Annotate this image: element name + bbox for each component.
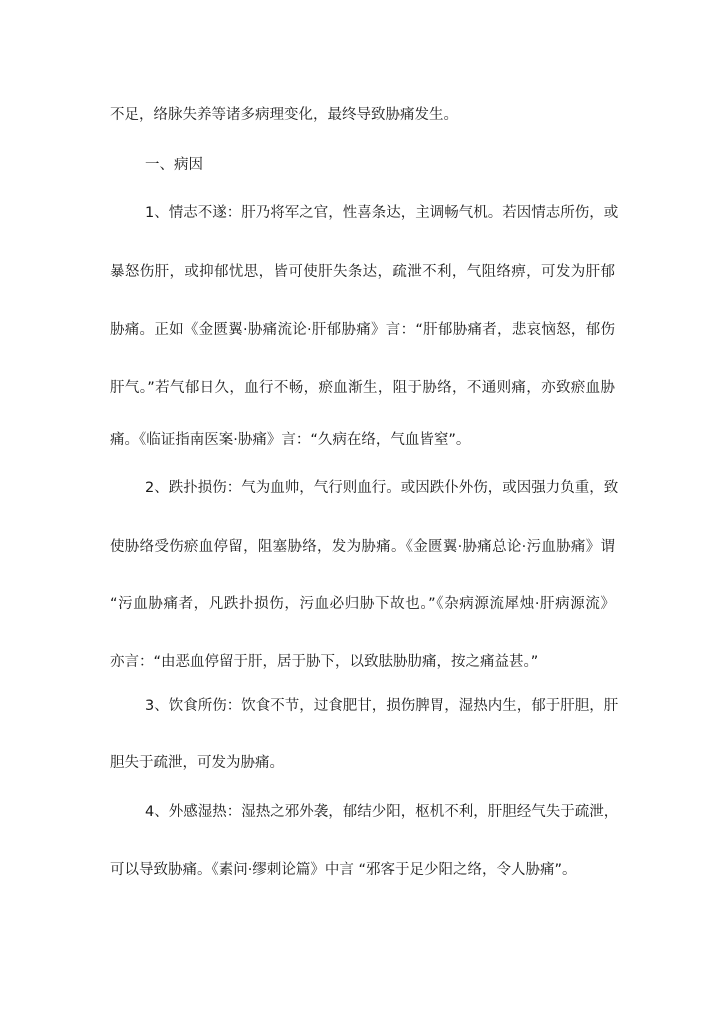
text-line-3: 1、情志不遂：肝乃将军之官，性喜条达，主调畅气机。若因情志所伤，或 <box>145 205 619 221</box>
text-line-4: 暴怒伤肝，或抑郁忧思，皆可使肝失条达，疏泄不利，气阻络痹，可发为肝郁 <box>110 264 615 280</box>
text-line-12: 3、饮食所伤：饮食不节，过食肥甘，损伤脾胃，湿热内生，郁于肝胆，肝 <box>145 698 619 714</box>
text-line-11: 亦言：“由恶血停留于肝，居于胁下，以致胠胁肋痛，按之痛益甚。” <box>110 654 539 670</box>
text-line-7: 痛。《临证指南医案·胁痛》言：“久病在络，气血皆窒”。 <box>110 432 471 448</box>
text-line-14: 4、外感湿热：湿热之邪外袭，郁结少阳，枢机不利，肝胆经气失于疏泄， <box>145 804 619 820</box>
text-line-15: 可以导致胁痛。《素问·缪刺论篇》中言 “邪客于足少阳之络，令人胁痛”。 <box>110 862 577 878</box>
text-line-13: 胆失于疏泄，可发为胁痛。 <box>110 755 284 771</box>
text-line-10: “污血胁痛者，凡跌扑损伤，污血必归胁下故也。”《杂病源流犀烛·肝病源流》 <box>110 596 615 612</box>
text-line-1: 不足，络脉失养等诸多病理变化，最终导致胁痛发生。 <box>110 107 458 123</box>
text-line-6: 肝气。”若气郁日久，血行不畅，瘀血渐生，阻于胁络，不通则痛，亦致瘀血胁 <box>110 380 615 396</box>
text-line-9: 使胁络受伤瘀血停留，阻塞胁络，发为胁痛。《金匮翼·胁痛总论·污血胁痛》谓 <box>110 539 615 555</box>
section-heading-causes: 一、病因 <box>145 157 203 173</box>
text-line-8: 2、跌扑损伤：气为血帅，气行则血行。或因跌仆外伤，或因强力负重，致 <box>145 480 619 496</box>
text-line-5: 胁痛。正如《金匮翼·胁痛流论·肝郁胁痛》言：“肝郁胁痛者，悲哀恼怒，郁伤 <box>110 322 615 338</box>
